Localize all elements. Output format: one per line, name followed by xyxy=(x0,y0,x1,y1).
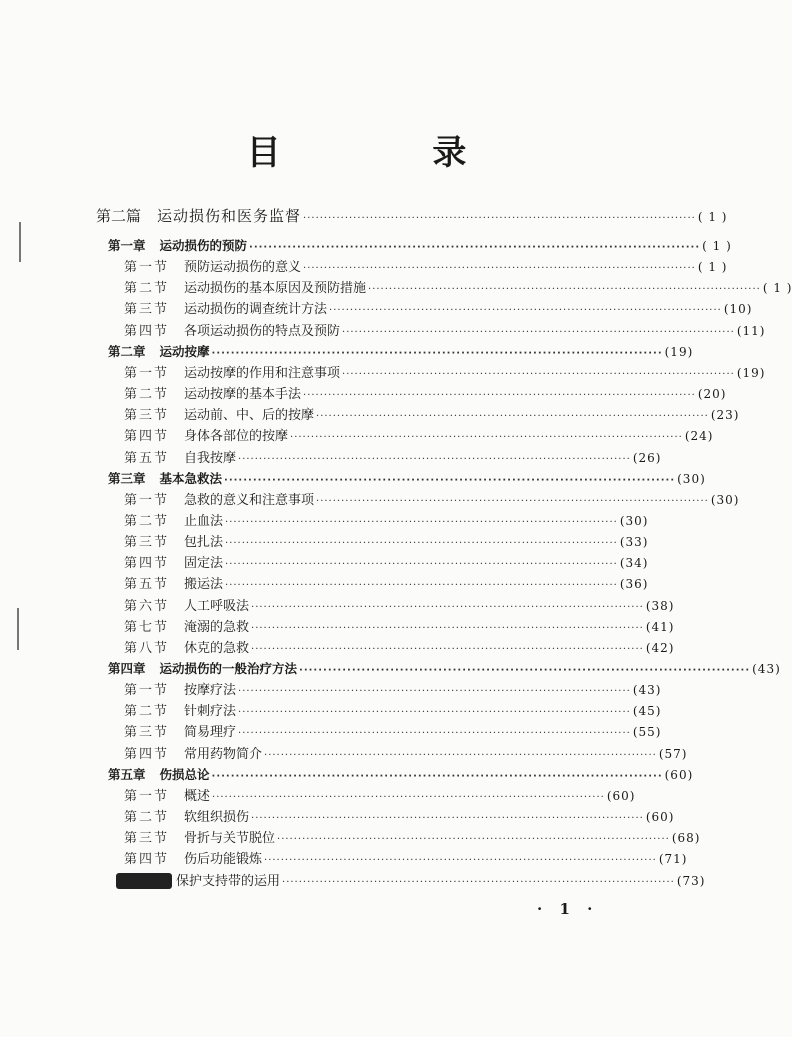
toc-entry-title: 身体各部位的按摩 xyxy=(184,429,289,445)
toc-entry-page: (26) xyxy=(632,450,662,465)
toc-entry-page: (73) xyxy=(676,873,706,888)
toc-chapter-entry xyxy=(108,470,706,489)
toc-entry-number: 第三节 xyxy=(124,408,170,424)
toc-entry-page: (30) xyxy=(677,471,706,486)
toc-leader-dots: ······························································································ xyxy=(277,834,670,846)
toc-entry-number: 第一节 xyxy=(124,365,170,381)
toc-entry-number: 第五节 xyxy=(124,450,170,466)
toc-entry-title: 骨折与关节脱位 xyxy=(184,831,276,847)
toc-entry-number: 第五节 xyxy=(124,577,170,593)
toc-leader-dots: ······························································································ xyxy=(368,284,761,296)
toc-entry-title: 按摩疗法 xyxy=(184,683,237,699)
toc-entry-number: 第二节 xyxy=(124,387,170,403)
toc-leader-dots: ······························································································ xyxy=(299,665,751,676)
toc-entry-number: 第二节 xyxy=(124,513,170,529)
toc-entry-number: 第二节 xyxy=(124,810,170,826)
toc-section-entry xyxy=(124,407,740,425)
toc-entry-number: 第四节 xyxy=(124,429,170,445)
toc-leader-dots: ······························································································ xyxy=(212,791,605,803)
toc-entry-title: 运动按摩的作用和注意事项 xyxy=(184,365,341,381)
toc-section-entry xyxy=(124,259,728,277)
toc-entry-number: 第三章 xyxy=(108,470,146,486)
toc-entry-page: (42) xyxy=(645,640,675,655)
toc-section-entry xyxy=(124,746,688,764)
toc-entry-page: (19) xyxy=(736,365,766,380)
toc-chapter-entry xyxy=(108,766,694,785)
toc-entry-number: 第三节 xyxy=(124,831,170,847)
toc-entry-title: 运动按摩 xyxy=(159,343,210,359)
toc-leader-dots: ······························································································ xyxy=(224,474,676,486)
toc-entry-page: (45) xyxy=(632,704,662,719)
toc-leader-dots: ······························································································ xyxy=(282,876,675,888)
toc-entry-page: (43) xyxy=(752,662,781,676)
toc-section-entry xyxy=(124,365,766,383)
toc-entry-title: 运动前、中、后的按摩 xyxy=(184,408,315,424)
toc-entry-title: 搬运法 xyxy=(184,577,224,593)
toc-chapter-entry xyxy=(108,238,732,256)
toc-leader-dots: ······························································································ xyxy=(329,305,722,317)
toc-entry-page: (33) xyxy=(619,535,649,550)
toc-entry-number: 第三节 xyxy=(124,535,170,551)
toc-entry-number: 第一节 xyxy=(124,260,170,276)
toc-entry-page: (11) xyxy=(736,323,766,338)
toc-leader-dots: ······························································································ xyxy=(238,453,631,465)
toc-entry-page: (30) xyxy=(710,492,740,507)
toc-leader-dots: ······························································································ xyxy=(303,390,696,402)
toc-entry-page: (71) xyxy=(658,852,688,867)
toc-entry-title: 软组织损伤 xyxy=(184,810,250,826)
toc-entry-title: 淹溺的急救 xyxy=(184,619,250,635)
toc-leader-dots: ······························································································ xyxy=(225,516,618,528)
toc-section-entry xyxy=(124,492,740,510)
toc-entry-title: 伤后功能锻炼 xyxy=(184,852,263,868)
toc-leader-dots: ······························································································ xyxy=(264,749,657,761)
toc-leader-dots: ······························································································ xyxy=(225,559,618,571)
toc-entry-number: 第四节 xyxy=(124,746,170,762)
toc-entry-page: (19) xyxy=(664,344,694,359)
toc-entry-title: 运动按摩的基本手法 xyxy=(184,387,302,403)
toc-section-entry xyxy=(124,301,753,319)
toc-leader-dots: ······························································································ xyxy=(342,368,735,380)
toc-section-entry xyxy=(124,323,766,341)
toc-entry-title: 止血法 xyxy=(184,513,224,529)
toc-entry-title: 各项运动损伤的特点及预防 xyxy=(184,323,341,339)
toc-entry-number: 第七节 xyxy=(124,619,170,635)
toc-entry-page: (43) xyxy=(632,683,662,698)
toc-entry-title: 常用药物简介 xyxy=(184,746,263,762)
toc-entry-title: 保护支持带的运用 xyxy=(176,873,281,889)
toc-leader-dots: ······························································································ xyxy=(251,601,644,613)
toc-entry-title: 包扎法 xyxy=(184,535,224,551)
toc-entry-number: 第三节 xyxy=(124,725,170,741)
toc-entry-number: 第六节 xyxy=(124,598,170,614)
ink-blot-mark xyxy=(116,873,172,890)
toc-section-entry xyxy=(116,873,706,891)
toc-section-entry xyxy=(124,809,675,827)
ink-blot-icon xyxy=(116,873,172,889)
toc-entry-title: 运动损伤的调查统计方法 xyxy=(184,302,328,318)
toc-leader-dots: ······························································································ xyxy=(303,263,696,275)
toc-section-entry xyxy=(124,428,714,446)
toc-entry-number: 第一章 xyxy=(108,238,146,253)
toc-entry-number: 第四节 xyxy=(124,852,170,868)
toc-chapter-entry xyxy=(108,661,781,679)
toc-entry-page: (34) xyxy=(619,556,649,571)
toc-leader-dots: ······························································································ xyxy=(225,538,618,550)
toc-section-entry xyxy=(124,703,662,721)
toc-part-entry xyxy=(96,207,728,227)
toc-section-entry xyxy=(124,386,727,404)
toc-entry-page: (60) xyxy=(664,767,694,782)
toc-leader-dots: ······························································································ xyxy=(251,622,644,634)
toc-entry-page: (38) xyxy=(645,598,675,613)
toc-entry-number: 第二章 xyxy=(108,343,146,359)
toc-entry-page: ( 1 ) xyxy=(697,210,728,224)
toc-entry-number: 第二节 xyxy=(124,704,170,720)
toc-leader-dots: ······························································································ xyxy=(249,242,701,253)
toc-section-entry xyxy=(124,724,662,742)
toc-section-entry xyxy=(124,640,675,658)
toc-entry-number: 第四节 xyxy=(124,556,170,572)
toc-leader-dots: ······························································································ xyxy=(251,813,644,825)
toc-entry-page: (55) xyxy=(632,725,662,740)
toc-entry-number: 第一节 xyxy=(124,683,170,699)
toc-entry-title: 固定法 xyxy=(184,556,224,572)
toc-entry-number: 第三节 xyxy=(124,302,170,318)
toc-entry-page: (60) xyxy=(645,810,675,825)
toc-entry-title: 运动损伤的基本原因及预防措施 xyxy=(184,281,367,297)
toc-entry-title: 运动损伤的一般治疗方法 xyxy=(159,661,298,676)
toc-entry-title: 针刺疗法 xyxy=(184,704,237,720)
toc-leader-dots: ······························································································ xyxy=(264,855,657,867)
page-number: · 1 · xyxy=(537,900,599,918)
toc-section-entry xyxy=(124,513,649,531)
toc-section-entry xyxy=(124,788,636,806)
toc-entry-page: ( 1 ) xyxy=(697,260,728,275)
toc-entry-page: (30) xyxy=(619,513,649,528)
toc-section-entry xyxy=(124,851,688,869)
toc-entry-number: 第四章 xyxy=(108,661,146,676)
toc-leader-dots: ······························································································ xyxy=(211,347,663,359)
toc-leader-dots: ······························································································ xyxy=(251,643,644,655)
toc-leader-dots: ······························································································ xyxy=(238,686,631,698)
page-title: 目 录 xyxy=(246,133,537,173)
toc-section-entry xyxy=(124,534,649,552)
toc-entry-page: ( 1 ) xyxy=(702,239,732,253)
toc-entry-title: 预防运动损伤的意义 xyxy=(184,260,302,276)
toc-entry-number: 第五章 xyxy=(108,766,146,782)
toc-leader-dots: ······························································································ xyxy=(225,580,618,592)
toc-entry-title: 急救的意义和注意事项 xyxy=(184,492,315,508)
toc-entry-page: (68) xyxy=(671,831,701,846)
toc-entry-number: 第八节 xyxy=(124,640,170,656)
toc-chapter-entry xyxy=(108,343,694,362)
toc-leader-dots: ······························································································ xyxy=(303,213,696,224)
toc-entry-page: (24) xyxy=(684,429,714,444)
toc-section-entry xyxy=(124,619,675,637)
toc-section-entry xyxy=(124,555,649,573)
toc-leader-dots: ······························································································ xyxy=(238,728,631,740)
toc-section-entry xyxy=(124,682,662,700)
toc-leader-dots: ······························································································ xyxy=(316,495,709,507)
toc-entry-number: 第二节 xyxy=(124,281,170,297)
toc-leader-dots: ······························································································ xyxy=(211,770,663,782)
toc-entry-title: 运动损伤和医务监督 xyxy=(157,207,302,225)
toc-entry-title: 伤损总论 xyxy=(159,766,210,782)
toc-section-entry xyxy=(124,598,675,616)
toc-entry-page: (36) xyxy=(619,577,649,592)
toc-section-entry xyxy=(124,830,701,848)
toc-entry-page: (60) xyxy=(606,788,636,803)
toc-entry-title: 概述 xyxy=(184,788,211,804)
toc-leader-dots: ······························································································ xyxy=(316,411,709,423)
toc-entry-title: 休克的急救 xyxy=(184,640,250,656)
toc-entry-page: (10) xyxy=(723,302,753,317)
toc-section-entry xyxy=(124,280,792,298)
toc-entry-page: (57) xyxy=(658,746,688,761)
toc-section-entry xyxy=(124,576,649,594)
toc-entry-number: 第四节 xyxy=(124,323,170,339)
toc-entry-number: 第一节 xyxy=(124,492,170,508)
toc-entry-number: 第一节 xyxy=(124,788,170,804)
toc-entry-title: 简易理疗 xyxy=(184,725,237,741)
toc-leader-dots: ······························································································ xyxy=(290,432,683,444)
toc-entry-page: ( 1 ) xyxy=(762,281,792,296)
toc-leader-dots: ······························································································ xyxy=(238,707,631,719)
toc-entry-number: 第二篇 xyxy=(96,207,142,225)
toc-entry-page: (23) xyxy=(710,408,740,423)
toc-section-entry xyxy=(124,450,662,468)
toc-leader-dots: ······························································································ xyxy=(342,326,735,338)
toc-entry-title: 基本急救法 xyxy=(159,470,223,486)
toc-entry-title: 运动损伤的预防 xyxy=(159,238,248,253)
toc-entry-title: 自我按摩 xyxy=(184,450,237,466)
toc-entry-page: (41) xyxy=(645,619,675,634)
toc-entry-title: 人工呼吸法 xyxy=(184,598,250,614)
toc-entry-page: (20) xyxy=(697,387,727,402)
